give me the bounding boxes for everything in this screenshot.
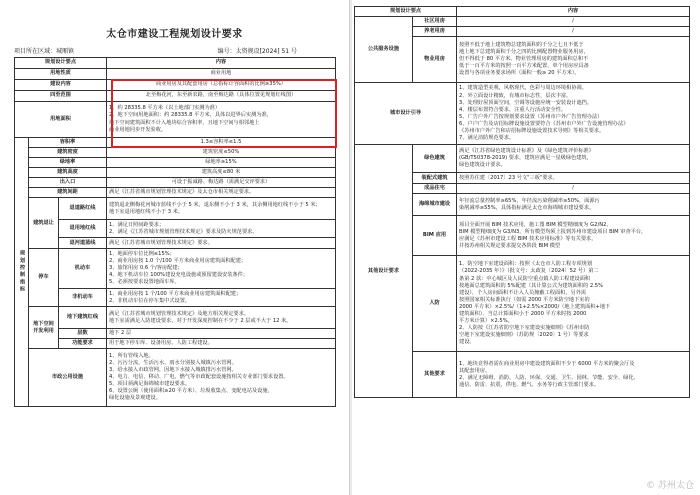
table-row: 功能要求 用于地下停车库、设备用房、人防工程建设。 <box>15 339 336 349</box>
table-row: 建筑退让 退道路红线 建筑退北侧梅花河城市蓝线不小于 5 米，退东侧不小于 3 米，其余侧用地红线不小于 5 米； 地下室退用地红线不小于 3 米。 <box>15 198 336 220</box>
header-cell: 规划设计要点 <box>355 7 457 17</box>
document-number: 编号：太资规设[2024] 51 号 <box>217 48 297 55</box>
table-row: 公共服务设施 社区用房 / <box>355 17 690 27</box>
table-row: 地下空间开发利用 地下建筑红线 满足《江苏省城市规划管理技术规定》及地方相关规定要求。 地下室需满足人防建设要求，对于开发深度控制在不少于 2 层或不大于 12 米。 <box>15 307 336 329</box>
section-label-control: 规划控制指标 <box>15 138 29 407</box>
table-row: 退用地红线 1、满足日照间距要求； 2、满足《江苏省城市规划管理技术规定》要求及防火规范要求。 <box>15 220 336 238</box>
table-row: 其他要求 1、地块竞得者需在商业用房中建设建筑面积不少于 6000 平方米的聚会厅及 其配套用房。 2、满足无障碍、消防、人防、环保、交通、卫生、园林、节能、安全、绿化、 通信、防雷、抗震、供电、燃气、水务等行政主管部门要求。 <box>355 352 690 398</box>
table-row: BIM 应用 项目全面开展 BIM 技术应用，施工图 BIM 模型精细度为 G2/N2， BIM 模型精细度为 G3/N3，所有模型均须上报到苏州市建设项目 BIM 审查平台， 应满足《苏州市建设工程 BIM 技术应用标准》等有关要求， 并按苏州相关规定要求提交各阶段 BIM 模型 <box>355 216 690 256</box>
table-row: 层数 地下 2 层 <box>15 329 336 339</box>
table-row: 海绵城市建设 年径流总量控制率≥65%，年径流污染削减率≥50%，面源污 染削减率≥55%，具体指标满足太仓市海绵城市建设要求。 <box>355 194 690 216</box>
planning-requirements-table-continued <box>354 6 690 398</box>
table-header-row <box>15 58 336 69</box>
table-row: 退河道蓝线 满足《江苏省城市规划管理技术规定》要求。 <box>15 238 336 249</box>
table-row: 停车 机动车 1、地面停车位比例≤15%； 2、商业用房按 1.0 个/100 平方米商业用房建筑面积配建； 3、旅馆用房 0.6 个/客房配建； 4、地下机动车位 100%建设充电设施或预留建设安装条件； 5、必须按要求设置地面车库。 <box>15 249 336 289</box>
table-row: 绿地率 绿地率≥15% <box>15 158 336 168</box>
project-location: 项目所在区域：城厢镇 <box>14 48 75 55</box>
table-row: 建筑高度 建筑高度≤80 米 <box>15 168 336 178</box>
table-row: 城市设计引导 1、建筑造型美观，风格现代，色彩与周边环境相协调。 2、外立面设计精致，有城市标志性，层次丰富。 3、处理好屋顶面空间，空调等设施应统一安装设计遮挡。 4、楼层布置符合要求，注重人行活动安全性。 5、广告户外广告按规划要求设置（苏州市户外广告管理办法） 6、户户广告及店招标牌设施设置要符合《苏州市户外广告设施管理办法》 《苏州市户外广告和店招标牌设施设置技术导则》等相关要求。 7、满足消防规范要求。 <box>355 83 690 145</box>
table-row: 装配式建筑 按照苏住建〔2017〕23 号文"三板"要求。 <box>355 173 690 184</box>
header-cell: 内容 <box>107 58 336 69</box>
table-row: 建筑间距 满足《江苏省城市规划管理技术规定》及太仓市相关规定要求。 <box>15 188 336 198</box>
table-row: 出入口 可设于振诚路、梅达路（需满足交评要求） <box>15 178 336 188</box>
planning-requirements-table <box>14 57 336 407</box>
table-row: 用地面积 1、约 28335.8 平方米（以土地部门实测为准） 2、地下空间用地面积：约 28335.8 平方米，具体以进界后实测为准， 地下空间建筑面积不计入地块综合容积率，且地下空间与相邻地上 商业用地同步开发验收。 <box>15 102 336 138</box>
right-page <box>352 0 700 495</box>
table-row: 成品住宅 / <box>355 184 690 194</box>
table-row: 人防 1、防空地下室建设面积：按照《太仓市人防工程专项规划 （2022-2035 年）》（批文号：太政复〔2024〕52 号）第二 条第 2 款：中心城区及人民防空重点镇人防工程建设面积 按地面总建筑面积的 5%配建（其计算公式为建筑面积的 2.5% 建设），个人房间面积不计入人员掩蔽工程面积，另外需 按照国家相关标准执行（如需 2000 平方米防空地下室的 2000 平方米）×2.5%/（1+2.5%×2000/（地上建筑面积+地下 建筑面积）、当总计算面积小于 2000 平方米时按 2000 平方米计算）×2.5%。 2、人防按《江苏省防空地下室建设实施细则》《苏州市防 空地下室建设实施细则》（苏防规〔2020〕1 号）等要求 建设。 <box>355 256 690 352</box>
table-row: 非机动车 1、商业用房按 1 个/100 平方米商业用房建筑面积配建； 2、非机动车位在停车集中式设置。 <box>15 289 336 307</box>
table-row: 建筑密度 建筑密度≤50% <box>15 148 336 158</box>
table-row: 市政公用设施 1、所有管线入地。 2、污污分流，生活污水、雨水分别接入城镇污水管网。 3、给水接入市政管网，因地下水接入城镇排污水管网。 4、电力、电信、移动、广电、燃气等市政配套设施按相关专业部门要求设置。 5、项目须满足海绵城市建设要求。 6、设置公厕（使用面积≥20 平方米）、垃圾收集点、变配电站及设施， 绿化设施及景观建设。 <box>15 349 336 407</box>
table-row: 用地性质 商业用地 <box>15 69 336 80</box>
table-row: 规划控制指标 容积率 1.3≤容积率≤1.5 <box>15 138 336 148</box>
table-row: 四至范围 北至梅花河，东至新农路，南至梅达路（具体位置见规划红线图） <box>15 91 336 102</box>
table-row: 其他设计要求 绿色建筑 满足《江苏省绿色建筑设计标准》及《绿色建筑评价标准》 (GB/T50378-2019) 要求，建筑应满足一星级绿色建筑， 绿色建筑设计要求。 <box>355 145 690 173</box>
table-row: 物业用房 按照不低于地上建筑物总建筑面积的千分之七且不低于 地上地下总建筑面积千分之四的比例配置物业服务用房， 但不得低于 80 平方米。物业管理用房的建筑面积总和不 低于一百平方米的按照一百平方米配置，单个用房应具备 设置与各项业务要求场所（面积一般≥ 20 平方米）。 <box>355 37 690 83</box>
table-row: 建设内容 商业用房及其配套用房（总指标计容面积的比例≥35%） <box>15 80 336 91</box>
header-cell: 内容 <box>457 7 690 17</box>
document-title: 太仓市建设工程规划设计要求 <box>106 29 243 40</box>
watermark-logo: © 苏州太仓 <box>646 481 694 491</box>
table-header-row <box>355 7 690 17</box>
header-cell: 规划设计要点 <box>15 58 107 69</box>
table-row: 养老用房 / <box>355 27 690 37</box>
